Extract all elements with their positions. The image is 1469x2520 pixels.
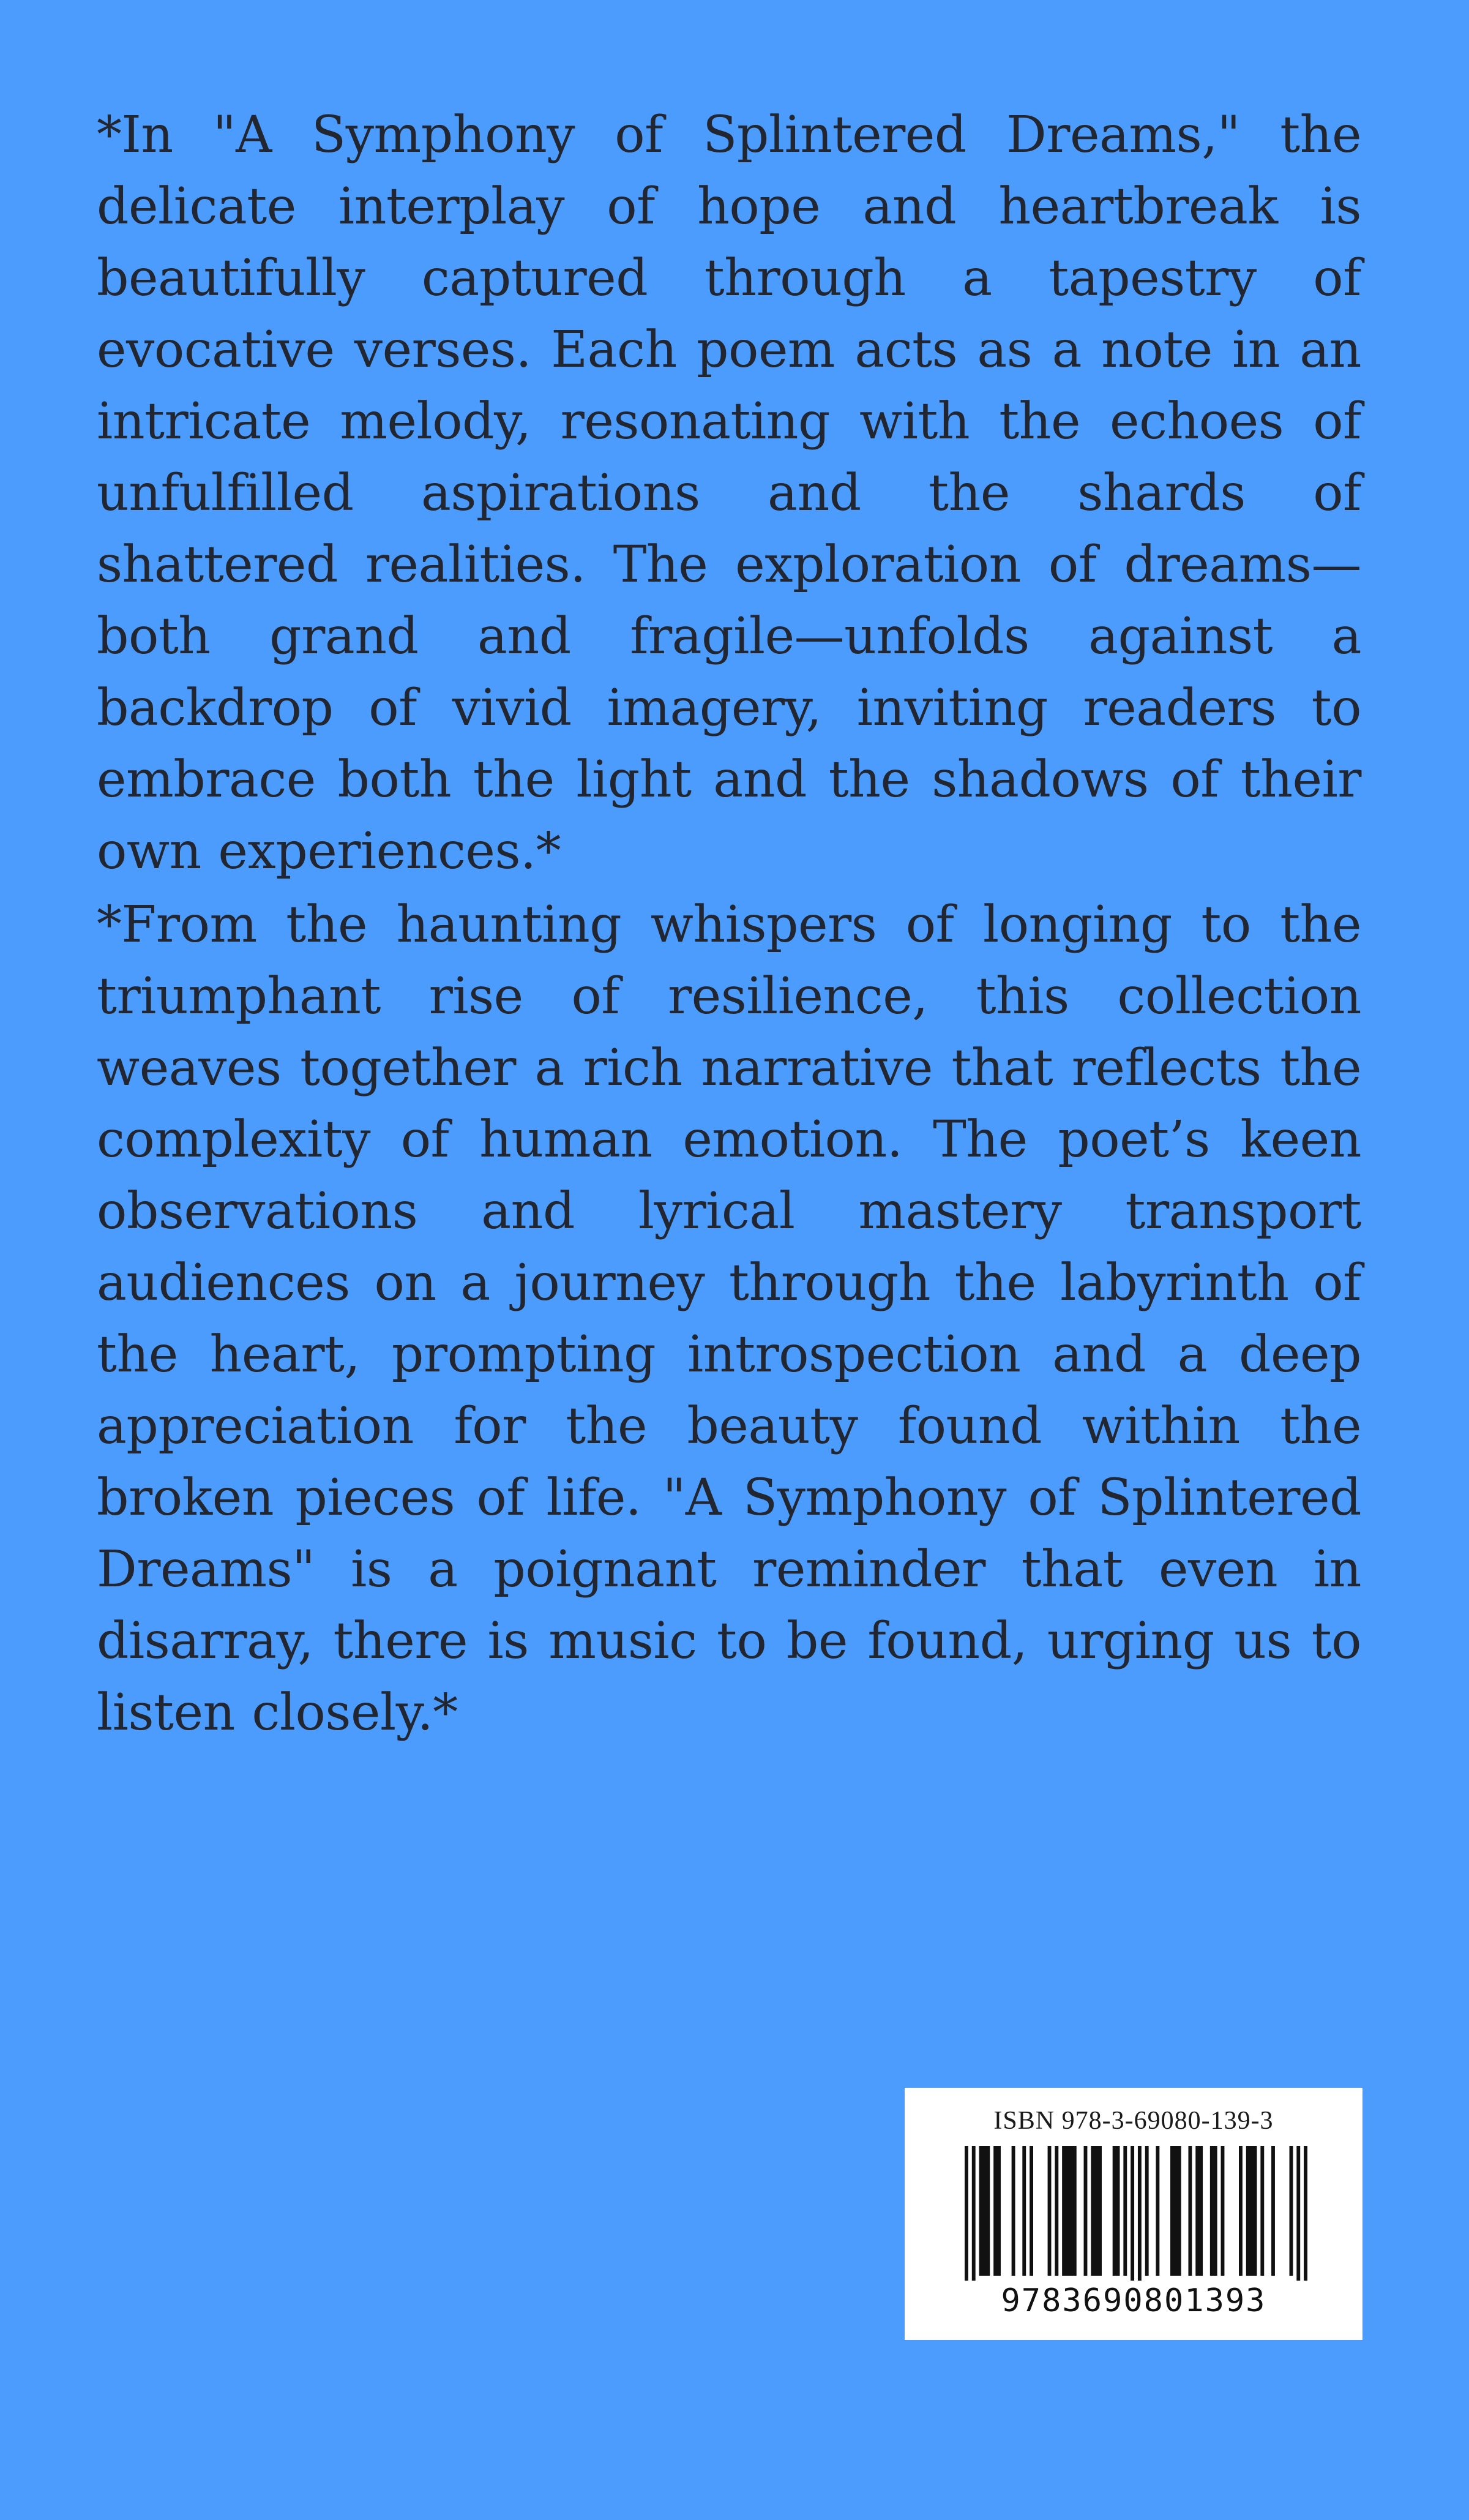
barcode-icon bbox=[965, 2146, 1307, 2281]
barcode-bar-19 bbox=[1188, 2146, 1192, 2276]
blurb-paragraph-1: *In "A Symphony of Splintered Dreams," the delicate interplay of hope and heartbreak is beautifully captured through a tapestry of evocative verses. Each poem acts as a note in an intricate melody, resonating with the echoes of unfulfilled aspirations and the shards of shattered realities. The exploration of dreams—both grand and fragile—unfolds against a backdrop of vivid imagery, inviting readers to embrace both the light and the shadows of their own experiences.* bbox=[97, 106, 1361, 880]
barcode-bar-27 bbox=[1290, 2146, 1293, 2276]
barcode-bar-28 bbox=[1296, 2146, 1300, 2281]
barcode-bar-17 bbox=[1156, 2146, 1159, 2276]
barcode-digits: 9783690801393 bbox=[1001, 2282, 1266, 2319]
barcode-bar-15 bbox=[1138, 2146, 1142, 2281]
barcode-bar-5 bbox=[1022, 2146, 1026, 2276]
barcode-bar-10 bbox=[1084, 2146, 1088, 2276]
barcode-bar-11 bbox=[1091, 2146, 1102, 2276]
barcode-bar-23 bbox=[1239, 2146, 1243, 2276]
blurb-paragraph-2: *From the haunting whispers of longing to the triumphant rise of resilience, this collection weaves together a rich narrative that reflects the complexity of human emotion. The poet’s keen observations and lyrical mastery transport audiences on a journey through the labyrinth of the heart, prompting introspection and a deep appreciation for the beauty found within the broken pieces of life. "A Symphony of Splintered Dreams" is a poignant reminder that even in disarray, there is music to be found, urging us to listen closely.* bbox=[97, 896, 1361, 1742]
barcode-bar-14 bbox=[1131, 2146, 1134, 2281]
barcode-bar-12 bbox=[1113, 2146, 1120, 2276]
isbn-label: ISBN 978-3-69080-139-3 bbox=[993, 2107, 1274, 2135]
isbn-barcode-box bbox=[905, 2088, 1362, 2340]
barcode-bar-13 bbox=[1123, 2146, 1127, 2276]
barcode-bar-8 bbox=[1055, 2146, 1058, 2276]
barcode-bar-18 bbox=[1170, 2146, 1181, 2276]
barcode-bar-6 bbox=[1030, 2146, 1033, 2276]
barcode-bar-24 bbox=[1246, 2146, 1257, 2276]
barcode-bar-2 bbox=[979, 2146, 990, 2276]
barcode-bar-25 bbox=[1260, 2146, 1264, 2276]
barcode-bar-0 bbox=[965, 2146, 968, 2281]
barcode-bar-3 bbox=[993, 2146, 1001, 2276]
barcode-bar-16 bbox=[1145, 2146, 1149, 2276]
barcode-bar-21 bbox=[1210, 2146, 1217, 2276]
barcode-bar-20 bbox=[1195, 2146, 1203, 2276]
barcode-bar-4 bbox=[1012, 2146, 1015, 2276]
barcode-bar-22 bbox=[1221, 2146, 1225, 2276]
barcode-bar-26 bbox=[1271, 2146, 1275, 2276]
barcode-bar-1 bbox=[972, 2146, 976, 2281]
barcode-bar-9 bbox=[1062, 2146, 1077, 2276]
barcode-bar-7 bbox=[1048, 2146, 1052, 2276]
barcode-bar-29 bbox=[1304, 2146, 1307, 2281]
